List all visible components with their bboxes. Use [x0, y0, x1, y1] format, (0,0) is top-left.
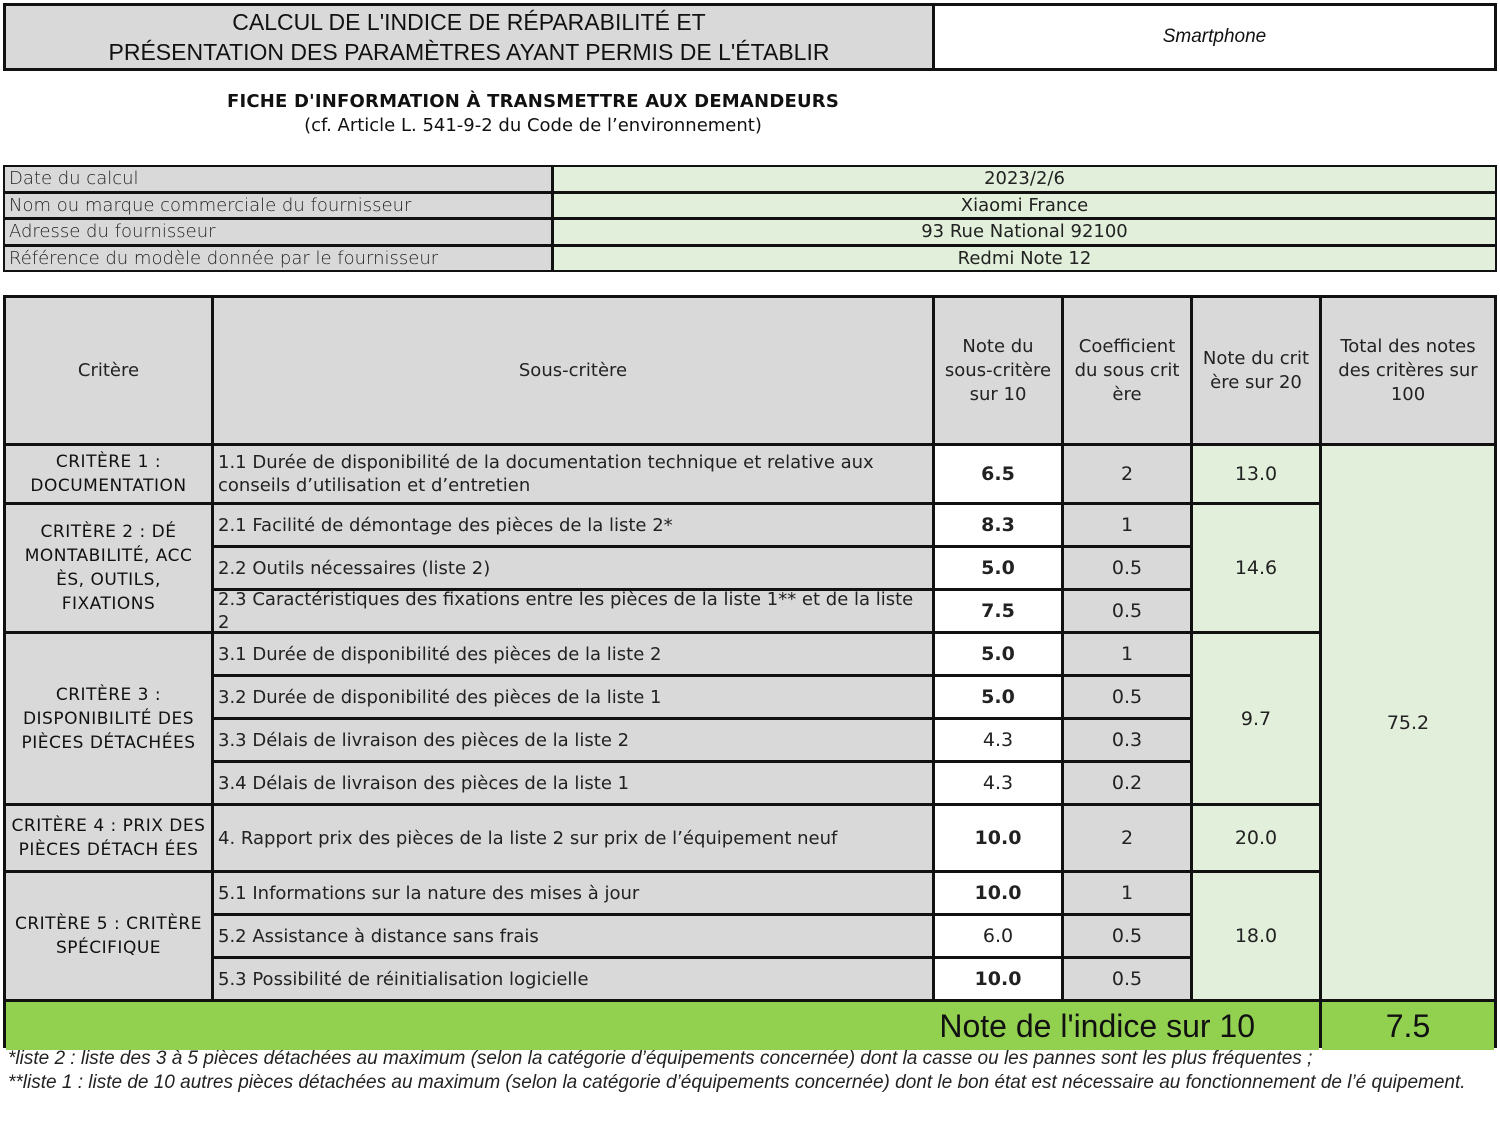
criterion-3-score: 9.7	[1193, 634, 1319, 803]
final-index-label: Note de l'indice sur 10	[6, 1002, 1319, 1050]
sub-criterion-coefficient: 0.5	[1064, 916, 1190, 956]
sub-criterion-label: 4. Rapport prix des pièces de la liste 2 sur prix de l’équipement neuf	[214, 806, 932, 870]
sub-criterion-label: 3.4 Délais de livraison des pièces de la liste 1	[214, 763, 932, 803]
info-label-model: Référence du modèle donnée par le fournisseur	[5, 247, 551, 271]
title-line-2: PRÉSENTATION DES PARAMÈTRES AYANT PERMIS DE L'ÉTABLIR	[108, 39, 830, 65]
sub-criterion-label: 3.2 Durée de disponibilité des pièces de la liste 1	[214, 677, 932, 717]
document-header	[3, 3, 1497, 71]
sub-criterion-coefficient: 0.5	[1064, 591, 1190, 631]
sub-criterion-label: 5.1 Informations sur la nature des mises à jour	[214, 873, 932, 913]
sub-criterion-coefficient: 0.3	[1064, 720, 1190, 760]
header-coefficient: Coefficient du sous crit ère	[1064, 298, 1190, 443]
sub-criterion-note: 7.5	[935, 591, 1061, 631]
header-note-critere: Note du crit ère sur 20	[1193, 298, 1319, 443]
sub-criterion-note: 4.3	[935, 720, 1061, 760]
sub-criterion-label: 2.1 Facilité de démontage des pièces de la liste 2*	[214, 505, 932, 545]
document-title	[6, 6, 935, 68]
sub-criterion-coefficient: 1	[1064, 505, 1190, 545]
sub-criterion-coefficient: 2	[1064, 446, 1190, 502]
sub-criterion-note: 10.0	[935, 873, 1061, 913]
subheader-line-2: (cf. Article L. 541-9-2 du Code de l’environnement)	[304, 115, 762, 136]
footnotes	[8, 1047, 1494, 1095]
sub-criterion-label: 5.2 Assistance à distance sans frais	[214, 916, 932, 956]
sub-criterion-note: 10.0	[935, 959, 1061, 999]
header-total: Total des notes des critères sur 100	[1322, 298, 1494, 443]
repairability-table	[3, 295, 1497, 1048]
sub-criterion-note: 6.5	[935, 446, 1061, 502]
sub-criterion-note: 5.0	[935, 634, 1061, 674]
header-note-sous-critere: Note du sous-critère sur 10	[935, 298, 1061, 443]
product-type: Smartphone	[1162, 26, 1267, 47]
info-label-address: Adresse du fournisseur	[5, 220, 551, 244]
sub-criterion-note: 5.0	[935, 677, 1061, 717]
sub-criterion-coefficient: 1	[1064, 873, 1190, 913]
subheader-line-1: FICHE D'INFORMATION À TRANSMETTRE AUX DEMANDEURS	[226, 91, 839, 112]
info-label-brand: Nom ou marque commerciale du fournisseur	[5, 194, 551, 218]
sub-criterion-coefficient: 2	[1064, 806, 1190, 870]
sub-criterion-note: 8.3	[935, 505, 1061, 545]
sub-criterion-note: 10.0	[935, 806, 1061, 870]
sub-criterion-label: 3.3 Délais de livraison des pièces de la liste 2	[214, 720, 932, 760]
sub-criterion-coefficient: 0.5	[1064, 959, 1190, 999]
criterion-1-name: CRITÈRE 1 : DOCUMENTATION	[6, 446, 211, 502]
sub-criterion-note: 4.3	[935, 763, 1061, 803]
header-critere: Critère	[6, 298, 211, 443]
sub-criterion-label: 3.1 Durée de disponibilité des pièces de la liste 2	[214, 634, 932, 674]
sub-criterion-label: 5.3 Possibilité de réinitialisation logicielle	[214, 959, 932, 999]
info-value-address: 93 Rue National 92100	[554, 220, 1495, 244]
total-score: 75.2	[1322, 446, 1494, 999]
criterion-1-score: 13.0	[1193, 446, 1319, 502]
title-line-1: CALCUL DE L'INDICE DE RÉPARABILITÉ ET	[232, 9, 706, 35]
info-value-model: Redmi Note 12	[554, 247, 1495, 271]
sub-criterion-note: 6.0	[935, 916, 1061, 956]
header-sous-critere: Sous-critère	[214, 298, 932, 443]
sub-criterion-label: 2.2 Outils nécessaires (liste 2)	[214, 548, 932, 588]
sub-criterion-note: 5.0	[935, 548, 1061, 588]
info-value-date: 2023/2/6	[554, 167, 1495, 191]
criterion-5-name: CRITÈRE 5 : CRITÈRE SPÉCIFIQUE	[6, 873, 211, 999]
sub-criterion-coefficient: 0.2	[1064, 763, 1190, 803]
criterion-2-score: 14.6	[1193, 505, 1319, 631]
sub-criterion-coefficient: 1	[1064, 634, 1190, 674]
criterion-3-name: CRITÈRE 3 : DISPONIBILITÉ DES PIÈCES DÉTACHÉES	[6, 634, 211, 803]
footnote-liste-1: **liste 1 : liste de 10 autres pièces détachées au maximum (selon la catégorie d’équipements concernée) dont le bon état est nécessaire au fonctionnement de l’é quipement.	[8, 1072, 1466, 1093]
sub-criterion-label: 1.1 Durée de disponibilité de la documentation technique et relative aux conseils d’utilisation et d’entretien	[214, 446, 932, 502]
sub-criterion-coefficient: 0.5	[1064, 548, 1190, 588]
info-label-date: Date du calcul	[5, 167, 551, 191]
criterion-2-name: CRITÈRE 2 : DÉ MONTABILITÉ, ACC ÈS, OUTILS, FIXATIONS	[6, 505, 211, 631]
sub-criterion-coefficient: 0.5	[1064, 677, 1190, 717]
criterion-4-score: 20.0	[1193, 806, 1319, 870]
info-value-brand: Xiaomi France	[554, 194, 1495, 218]
footnote-liste-2: *liste 2 : liste des 3 à 5 pièces détachées au maximum (selon la catégorie d’équipements concernée) dont la casse ou les pannes sont les plus fréquentes ;	[8, 1048, 1313, 1069]
supplier-info-table	[3, 165, 1497, 272]
subheader	[0, 90, 1066, 138]
final-index-value: 7.5	[1322, 1002, 1494, 1050]
sub-criterion-label: 2.3 Caractéristiques des fixations entre les pièces de la liste 1** et de la liste 2	[214, 591, 932, 631]
criterion-4-name: CRITÈRE 4 : PRIX DES PIÈCES DÉTACH ÉES	[6, 806, 211, 870]
criterion-5-score: 18.0	[1193, 873, 1319, 999]
